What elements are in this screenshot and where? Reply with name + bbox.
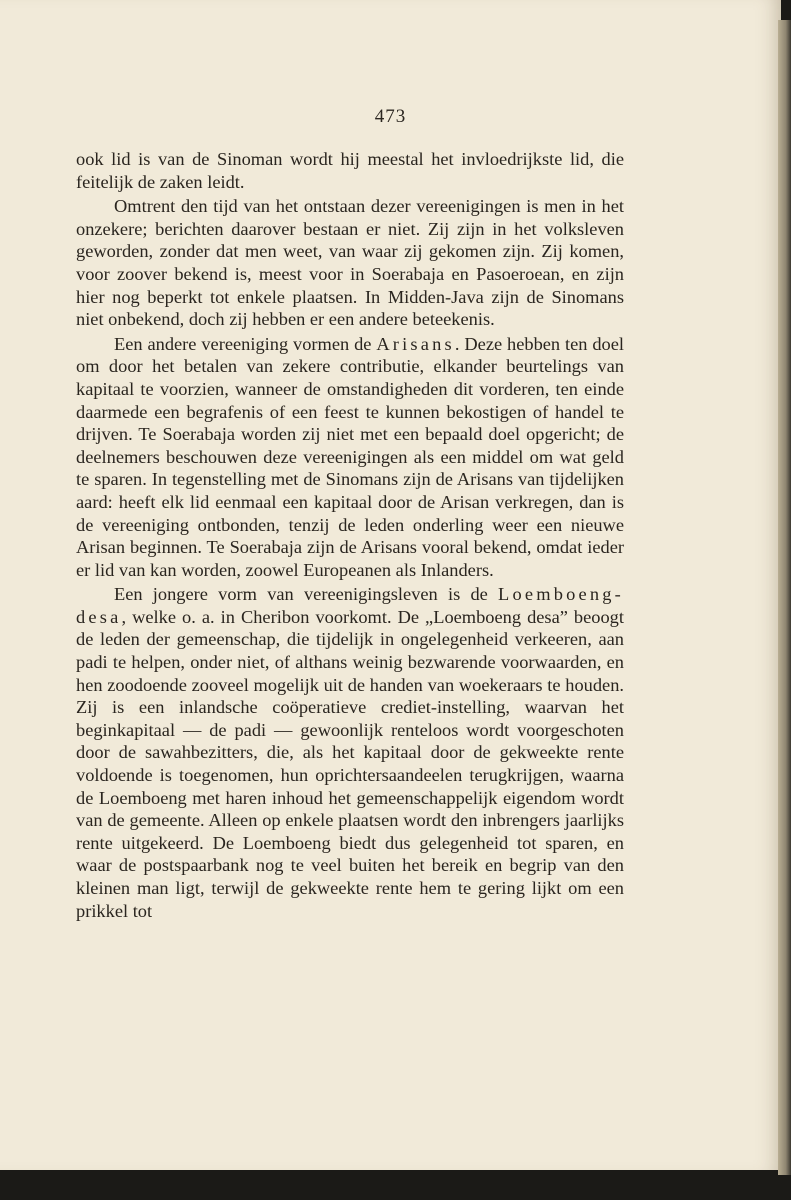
term-loemboeng-desa: Loemboeng-desa [76, 584, 624, 627]
paragraph-text-before: Een andere vereeniging vormen de [114, 333, 377, 354]
paragraph-sinoman-continuation [76, 148, 624, 193]
paragraph-text-before: Een jongere vorm van vereenigingsleven is de [114, 584, 499, 605]
paragraph-arisans [76, 333, 624, 582]
paragraph-loemboeng-desa [76, 583, 624, 922]
page-number: 473 [374, 106, 407, 127]
paragraph-text: Omtrent den tijd van het ontstaan dezer vereenigingen is men in het onzekere; berichten daarover bestaan er niet. Zij zijn in het volksleven geworden, zonder dat men weet, van waar zij gekomen zijn. Zij komen, voor zoover bekend is, meest voor in Soerabaja en Pasoeroean, en zijn hier nog beperkt tot enkele plaatsen. In Midden-Java zijn de Sinomans niet onbekend, doch zij hebben er een andere beteekenis. [76, 196, 624, 330]
paragraph-origin [76, 195, 624, 331]
term-arisans: Arisans [376, 333, 455, 354]
page-edge [778, 20, 791, 1175]
paragraph-text-after: , welke o. a. in Cheribon voorkomt. De „Loemboeng desa” beoogt de leden der gemeenschap, die tijdelijk in ongelegenheid verkeeren, aan padi te helpen, onder niet, of althans weinig bezwarende voorwaarden, en hen zoodoende zooveel mogelijk uit de handen van woekeraars te houden. Zij is een inlandsche coöperatieve crediet-instelling, waarvan het beginkapitaal — de padi — gewoonlijk renteloos wordt voorgeschoten door de sawahbezitters, die, als het kapitaal door de gekweekte rente voldoende is toegenomen, hun oprichtersaandeelen terugkrijgen, waarna de Loemboeng met haren inhoud het gemeenschappelijk eigendom wordt van de gemeente. Alleen op enkele plaatsen wordt den inbrengers jaarlijks rente uitgekeerd. De Loemboeng biedt dus gelegenheid tot sparen, en waar de postspaarbank nog te veel buiten het bereik en begrip van den kleinen man ligt, terwijl de gekweekte rente hem te gering lijkt om een prikkel tot [76, 606, 624, 921]
paragraph-text-after: . Deze hebben ten doel om door het betalen van zekere contributie, elkander beurtelings van kapitaal te voorzien, wanneer de omstandigheden dit vorderen, ten einde daarmede een begrafenis of een feest te kunnen bekostigen of handel te drijven. Te Soerabaja worden zij niet met een bepaald doel opgericht; de deelnemers beschouwen deze vereenigingen als een middel om wat geld te sparen. In tegenstelling met de Sinomans zijn de Arisans van tijdelijken aard: heeft elk lid eenmaal een kapitaal door de Arisan verkregen, dan is de vereeniging ontbonden, tenzij de leden onderling weer een nieuwe Arisan beginnen. Te Soerabaja zijn de Arisans vooral bekend, omdat ieder er lid van kan worden, zoowel Europeanen als Inlanders. [76, 333, 624, 580]
body-text [76, 148, 624, 922]
paragraph-text: ook lid is van de Sinoman wordt hij meestal het invloedrijkste lid, die feitelijk de zaken leidt. [76, 149, 624, 192]
